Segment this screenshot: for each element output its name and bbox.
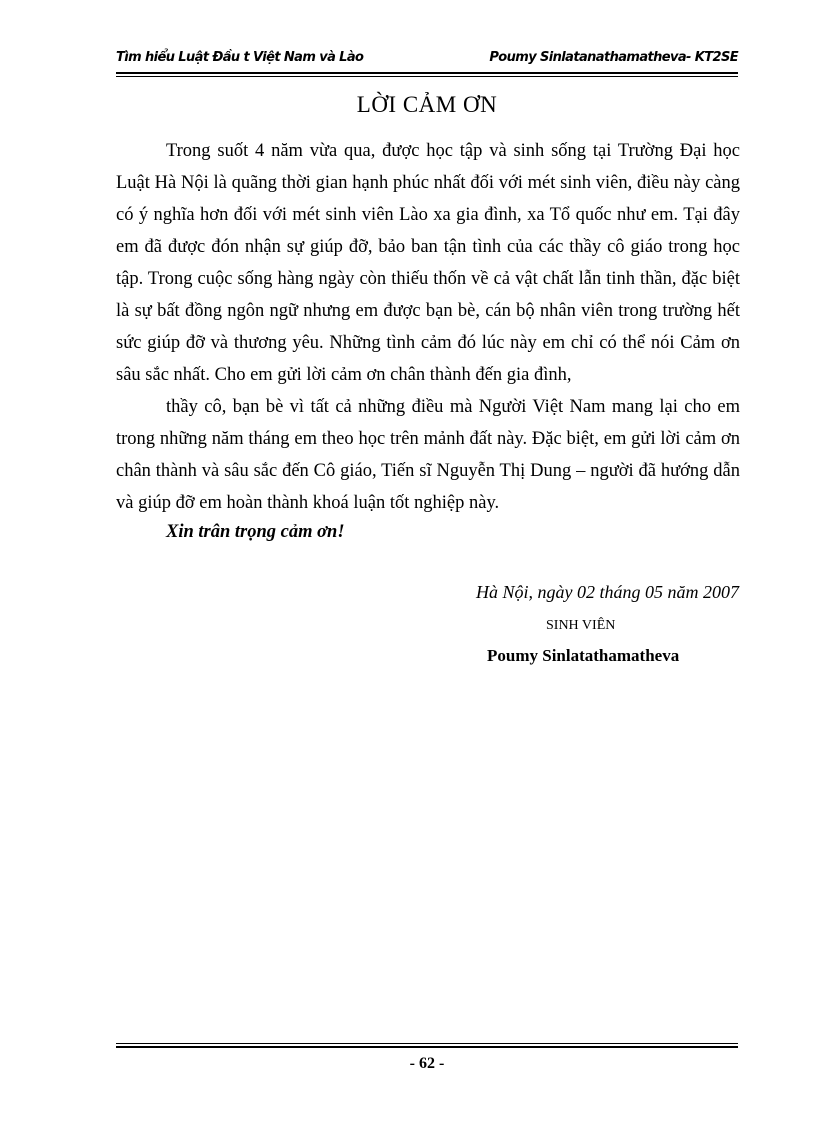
page-number: - 62 -	[409, 1055, 445, 1072]
header-document-title: Tìm hiểu Luật Đầu t Việt Nam và Lào	[116, 50, 364, 65]
body-text	[116, 135, 740, 519]
running-header	[116, 50, 738, 70]
signature-name: Poumy Sinlatathamatheva	[487, 646, 680, 665]
header-rule-thin	[116, 76, 738, 77]
footer-rule-thin	[116, 1043, 738, 1044]
header-rule-thick	[116, 72, 738, 74]
paragraph-1: Trong suốt 4 năm vừa qua, được học tập và sinh sống tại Trường Đại học Luật Hà Nội là quãng thời gian hạnh phúc nhất đối với mét sinh viên, điều này càng có ý nghĩa hơn đối với mét sinh viên Lào xa gia đình, xa Tổ quốc như em. Tại đây em đã được đón nhận sự giúp đỡ, bảo ban tận tình của các thầy cô giáo trong học tập. Trong cuộc sống hàng ngày còn thiếu thốn về cả vật chất lẫn tinh thần, đặc biệt là sự bất đồng ngôn ngữ nhưng em được bạn bè, cán bộ nhân viên trong trường hết sức giúp đỡ và thương yêu. Những tình cảm đó lúc này em chỉ có thể nói Cảm ơn sâu sắc nhất. Cho em gửi lời cảm ơn chân thành đến gia đình,	[116, 141, 740, 385]
signature-label: SINH VIÊN	[546, 618, 616, 633]
footer-rule-thick	[116, 1046, 738, 1048]
header-author: Poumy Sinlatanathamatheva- KT2SE	[489, 50, 738, 65]
page-title: LỜI CẢM ƠN	[356, 92, 498, 117]
signature-place-date: Hà Nội, ngày 02 tháng 05 năm 2007	[476, 582, 739, 602]
paragraph-2: thầy cô, bạn bè vì tất cả những điều mà Người Việt Nam mang lại cho em trong những năm tháng em theo học trên mảnh đất này. Đặc biệt, em gửi lời cảm ơn chân thành và sâu sắc đến Cô giáo, Tiến sĩ Nguyễn Thị Dung – người đã hướng dẫn và giúp đỡ em hoàn thành khoá luận tốt nghiệp này.	[116, 397, 740, 513]
closing-line: Xin trân trọng cảm ơn!	[166, 522, 345, 542]
